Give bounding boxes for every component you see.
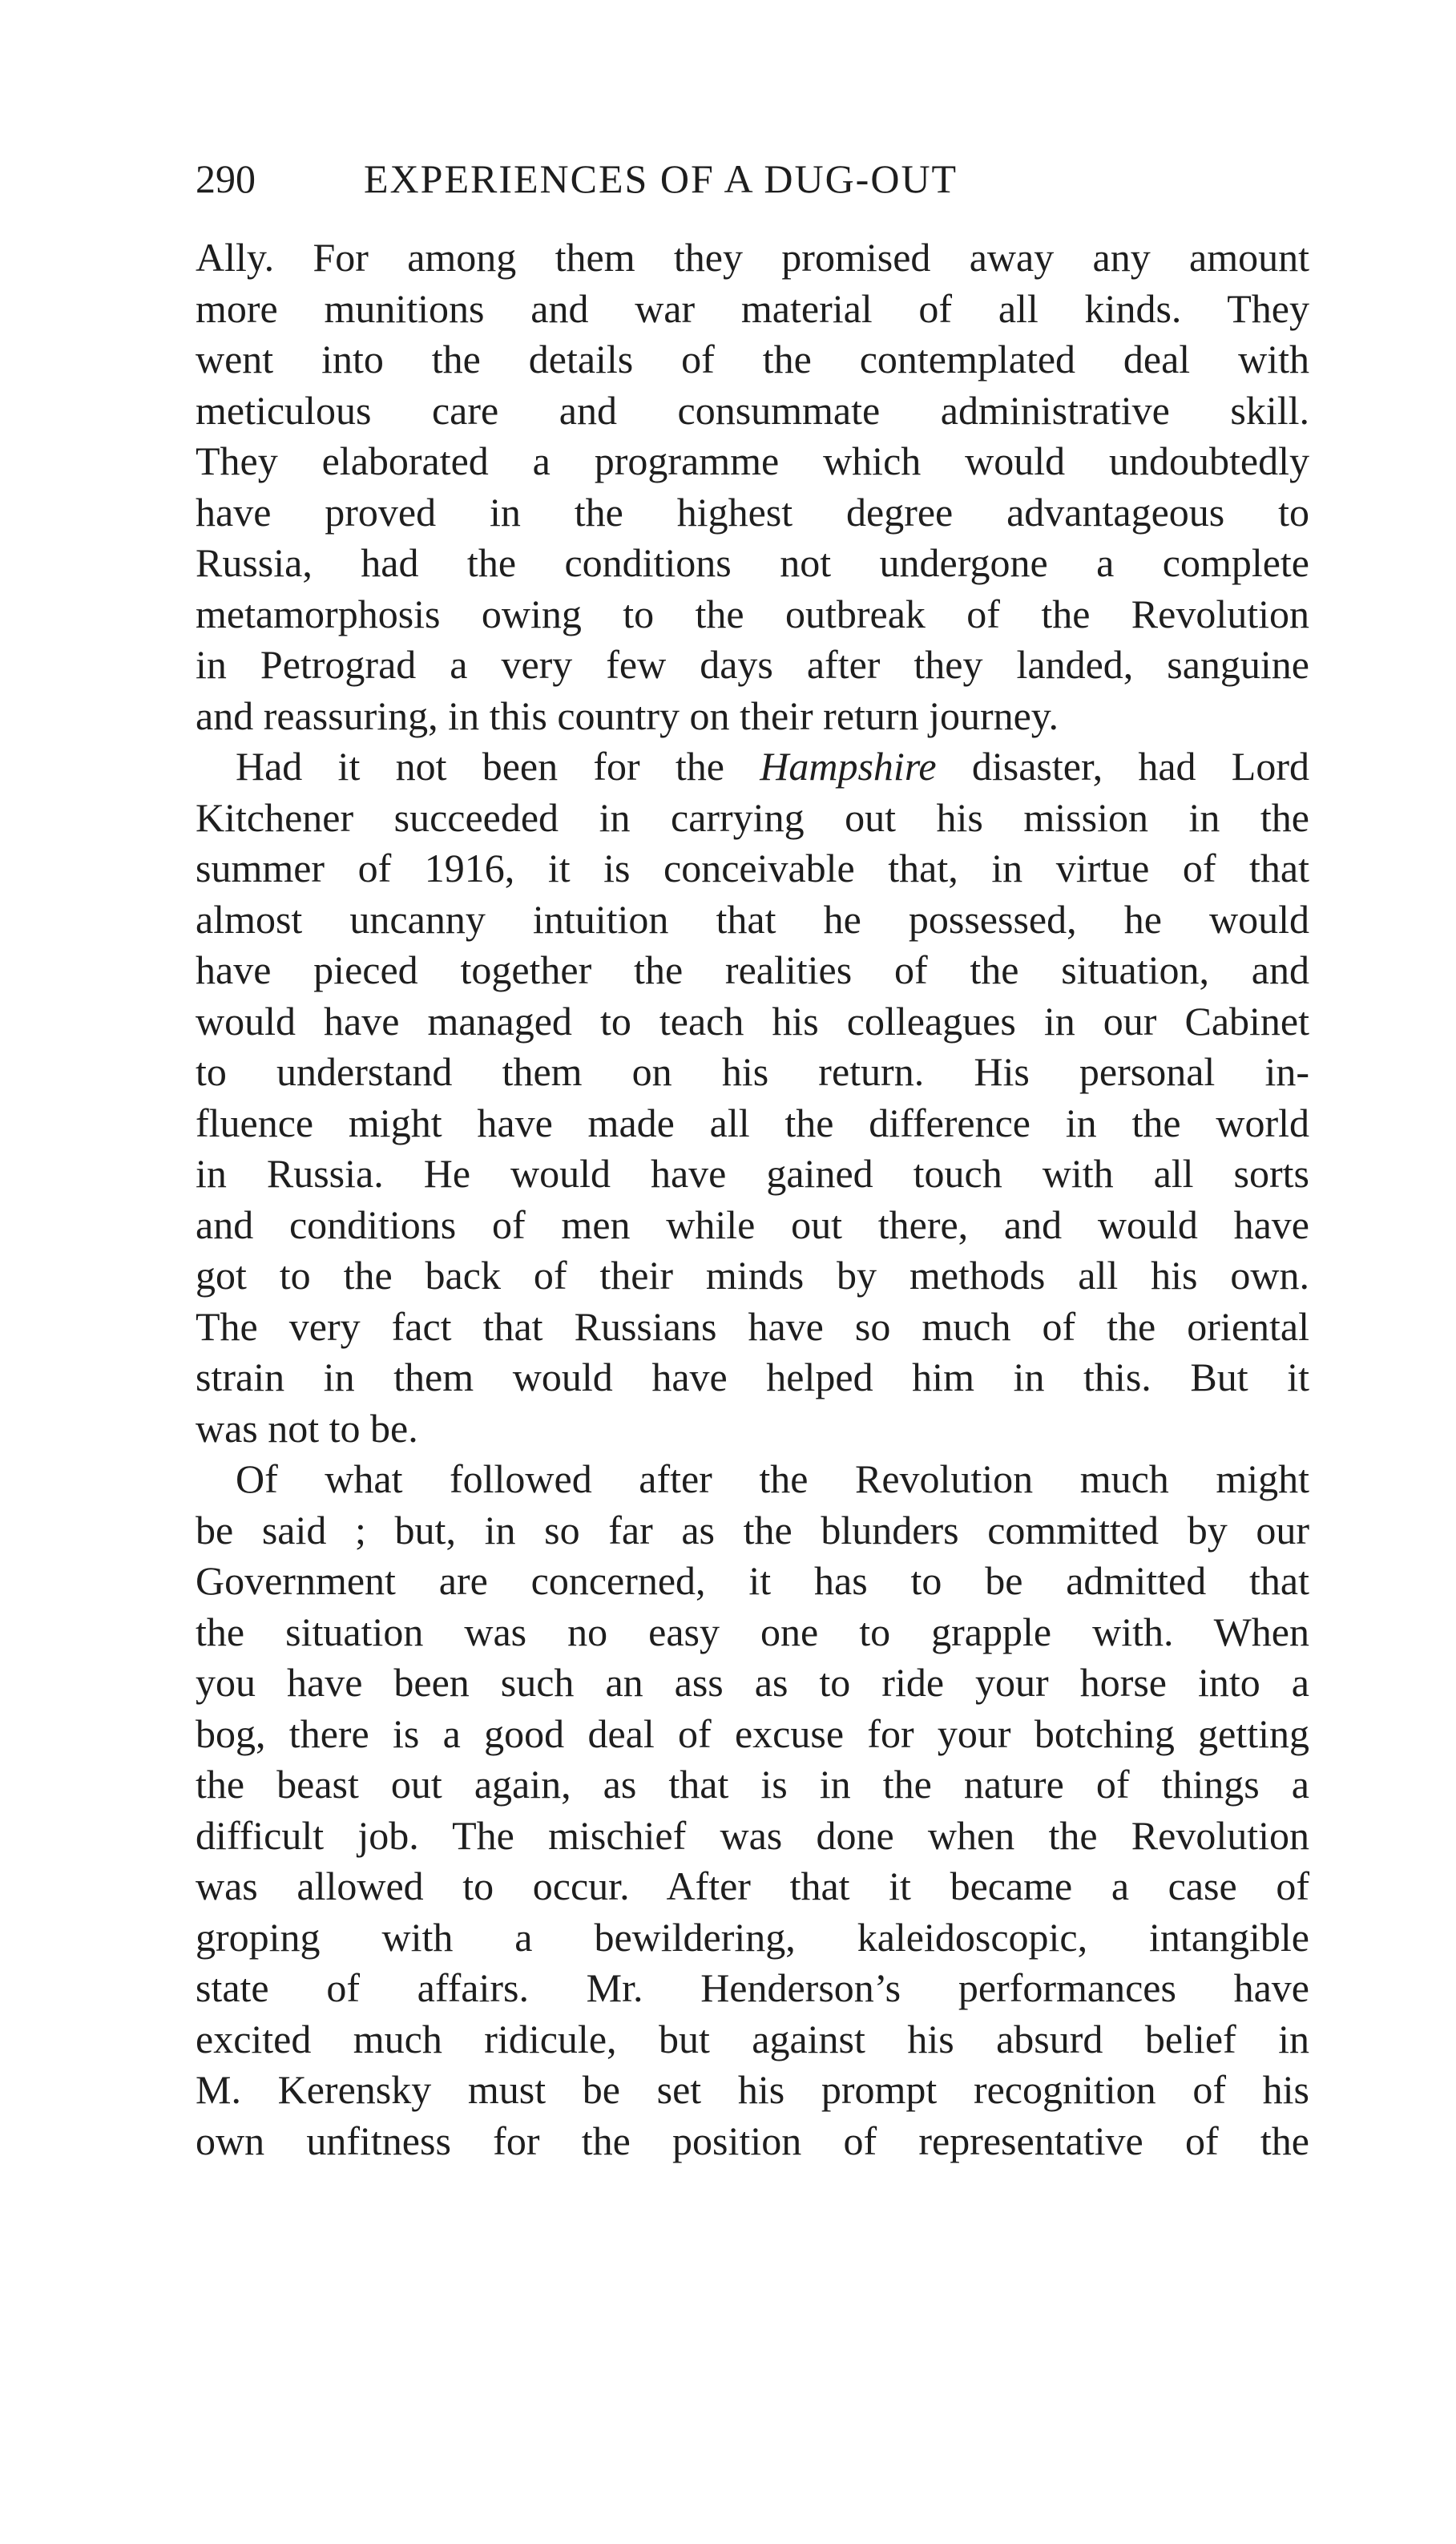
text-line: excited much ridicule, but against his absurd belief in [196,2016,1309,2061]
text-line: was not to be. [196,1405,418,1451]
text-line: in Russia. He would have gained touch with all sorts [196,1151,1309,1196]
text-line: Kitchener succeeded in carrying out his mission in the [196,794,1309,840]
text-line: you have been such an ass as to ride your horse into a [196,1660,1309,1705]
text-line: M. Kerensky must be set his prompt recognition of his [196,2067,1309,2112]
text-line: bog, there is a good deal of excuse for your botching getting [196,1710,1309,1756]
text-line: almost uncanny intuition that he possessed, he would [196,896,1309,942]
text-line: Of what followed after the Revolution much might [236,1456,1309,1501]
text-line: and conditions of men while out there, and would have [196,1201,1309,1247]
paragraph-1 [196,232,1309,741]
running-head [196,151,1309,207]
text-line: The very fact that Russians have so much of the oriental [196,1303,1309,1349]
text-line: to understand them on his return. His personal in- [196,1049,1309,1094]
text-line: more munitions and war material of all kinds. They [196,285,1309,331]
text-line: Government are concerned, it has to be admitted that [196,1558,1309,1603]
text-line: in Petrograd a very few days after they landed, sanguine [196,642,1309,687]
text-run: Had it not been for the [236,744,724,789]
text-line: be said ; but, in so far as the blunders committed by our [196,1507,1309,1553]
text-line: They elaborated a programme which would undoubtedly [196,438,1309,483]
text-line [196,741,1309,793]
text-line: metamorphosis owing to the outbreak of the Revolution [196,591,1309,636]
text-line: strain in them would have helped him in this. But it [196,1355,1309,1399]
text-line: Russia, had the conditions not undergone a complete [196,540,1309,585]
text-line: the beast out again, as that is in the nature of things a [196,1762,1309,1807]
ship-name: Hampshire [760,744,937,789]
text-line: state of affairs. Mr. Henderson’s performances have [196,1965,1309,2010]
paragraph-3 [196,1454,1309,2166]
text-line: got to the back of their minds by methods all his own. [196,1253,1309,1298]
text-line: Ally. For among them they promised away any amount [196,235,1309,280]
text-line: have proved in the highest degree advantageous to [196,489,1309,535]
body-text [196,232,1309,2166]
text-line: have pieced together the realities of the situation, and [196,947,1309,992]
text-line: summer of 1916, it is conceivable that, in virtue of that [196,846,1309,890]
text-line: and reassuring, in this country on their return journey. [196,693,1059,738]
text-line: own unfitness for the position of representative of the [196,2118,1309,2163]
page-number: 290 [196,156,256,201]
text-line: the situation was no easy one to grapple with. When [196,1609,1309,1654]
text-line: fluence might have made all the difference in the world [196,1100,1309,1145]
paragraph-2 [196,741,1309,1454]
running-title: EXPERIENCES OF A DUG-OUT [364,156,958,201]
text-line: meticulous care and consummate administrative skill. [196,387,1309,433]
text-run: disaster, had Lord [971,744,1309,789]
text-line: would have managed to teach his colleagues in our Cabinet [196,998,1309,1044]
text-line: went into the details of the contemplated deal with [196,337,1309,382]
text-line: difficult job. The mischief was done when the Revolution [196,1812,1309,1858]
text-line: groping with a bewildering, kaleidoscopic, intangible [196,1914,1309,1960]
text-line: was allowed to occur. After that it became a case of [196,1864,1309,1908]
